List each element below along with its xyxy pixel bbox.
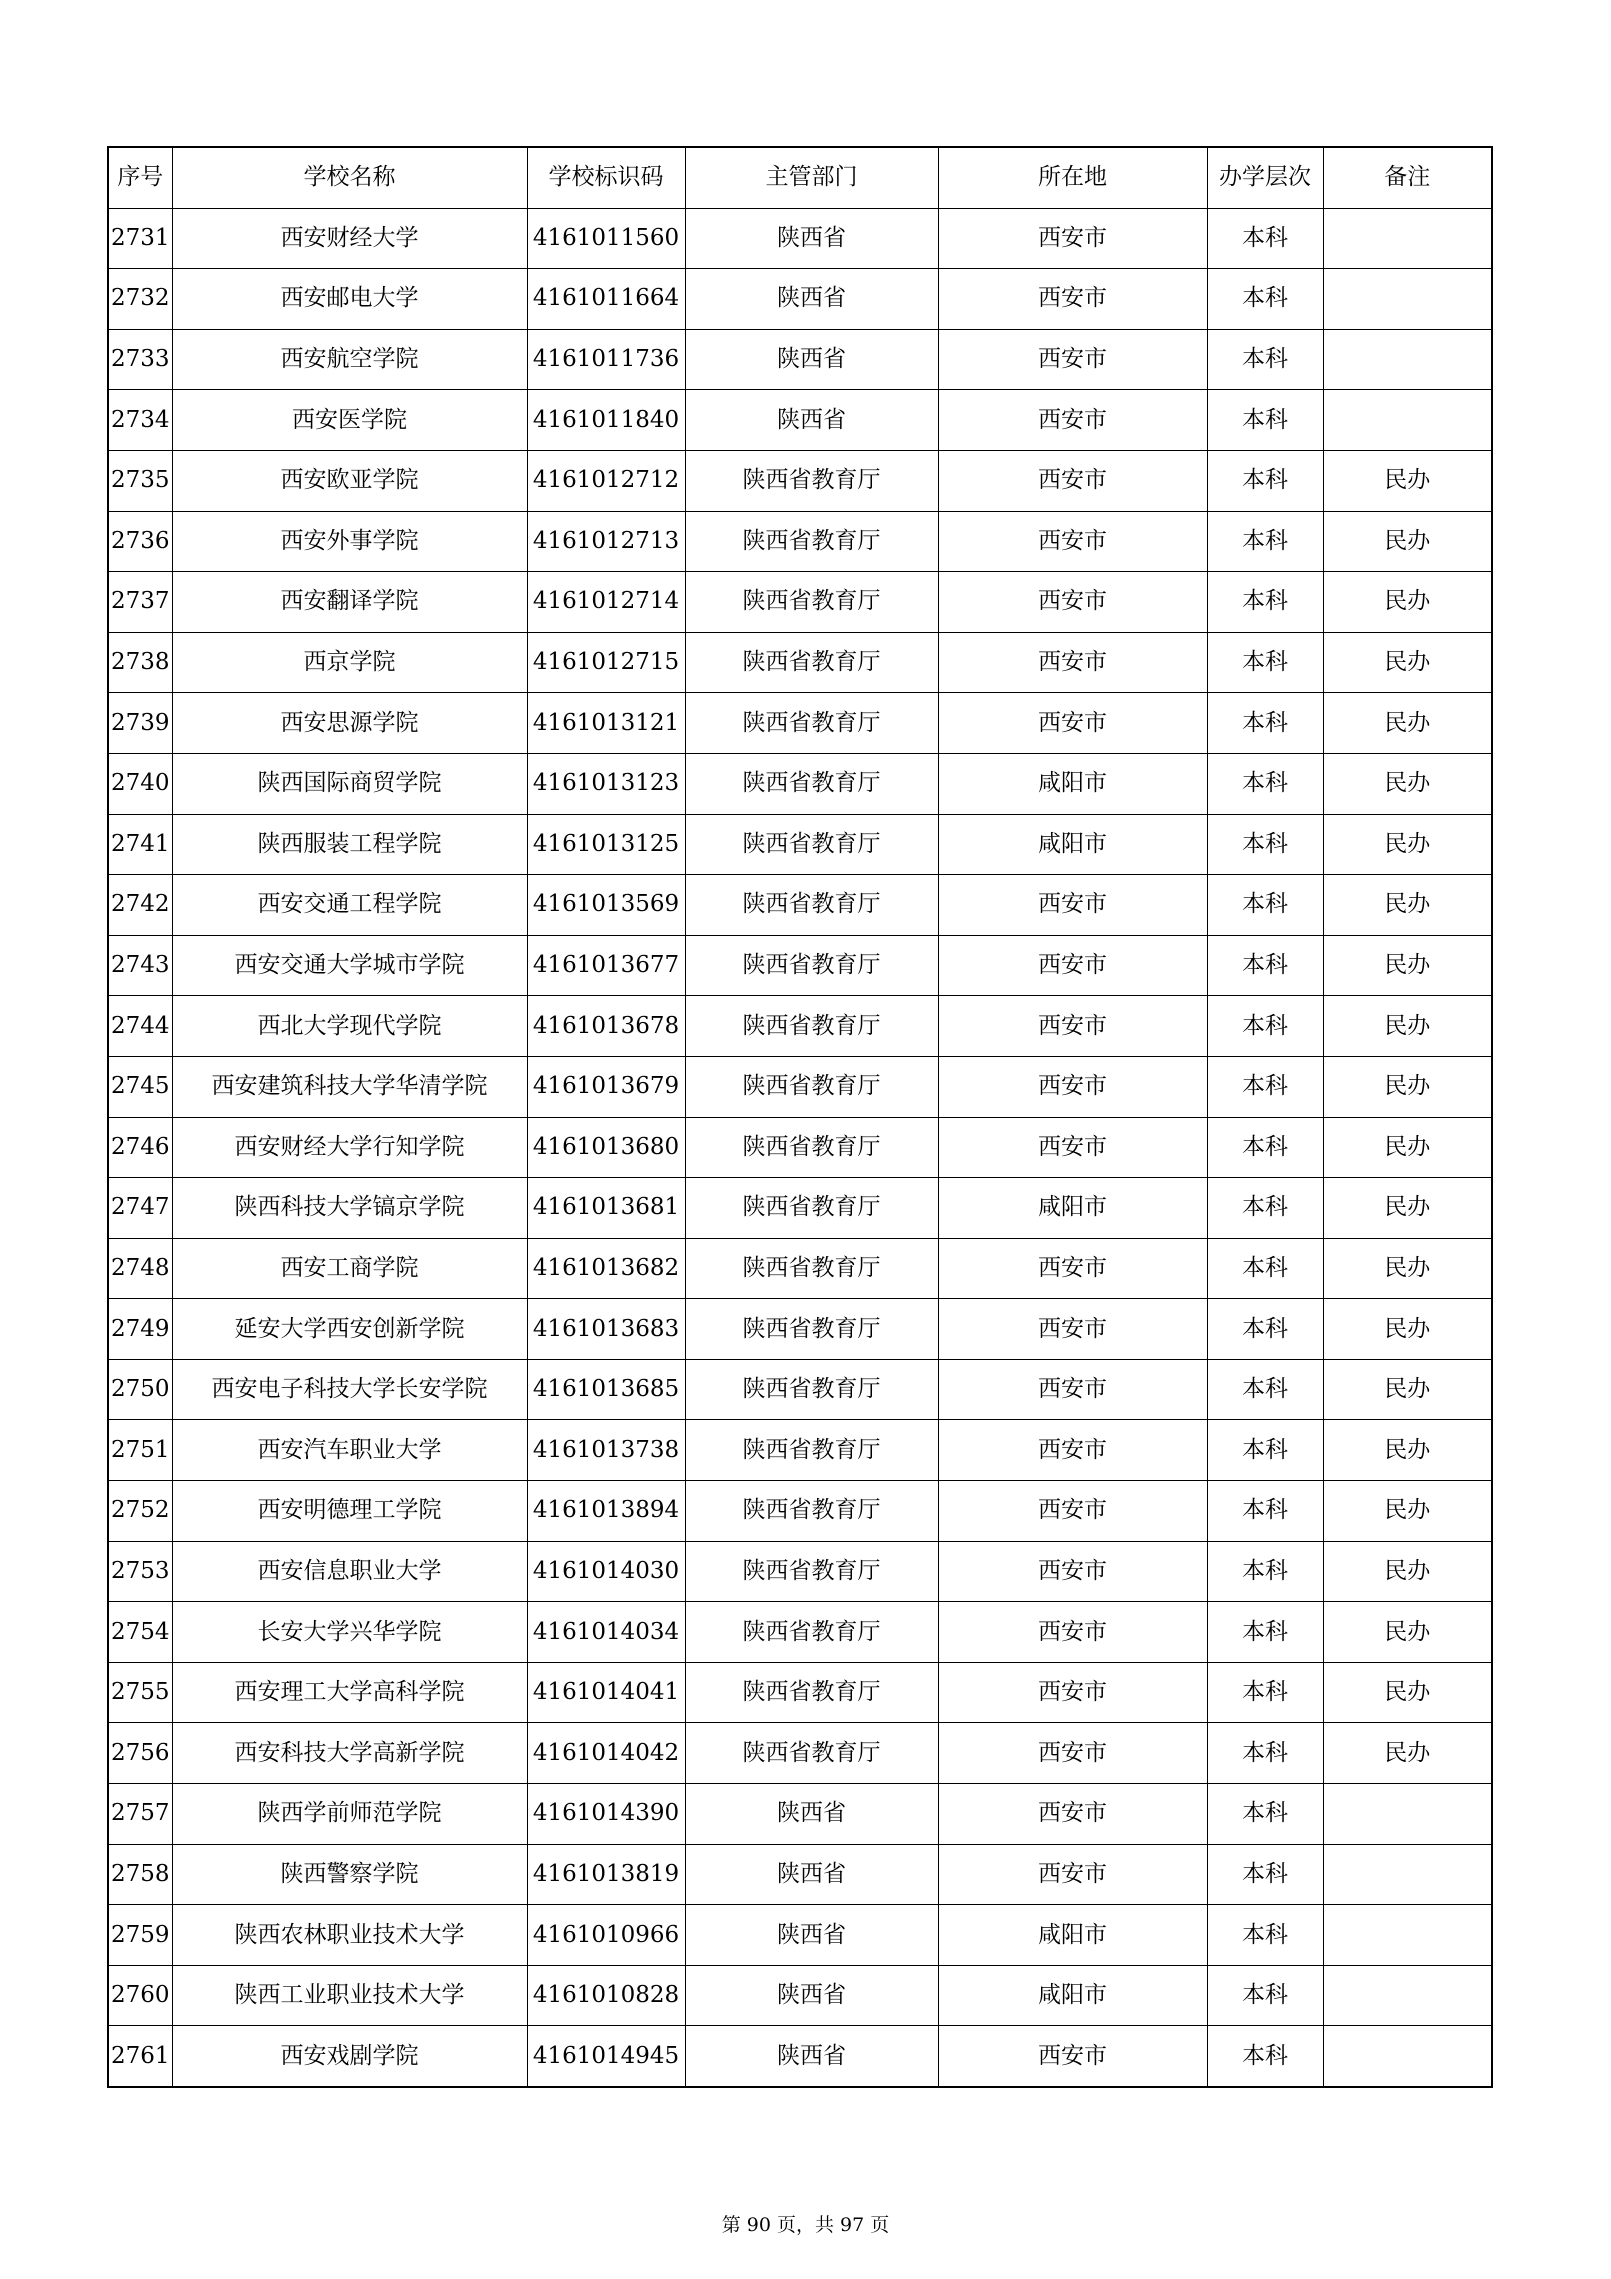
cell-school-code: 4161013738 bbox=[527, 1420, 685, 1481]
cell-seq: 2743 bbox=[108, 935, 172, 996]
cell-school-code: 4161014945 bbox=[527, 2026, 685, 2087]
cell-location: 西安市 bbox=[938, 1723, 1207, 1784]
table-row bbox=[108, 1420, 1492, 1481]
cell-level: 本科 bbox=[1207, 935, 1323, 996]
header-remarks: 备注 bbox=[1323, 147, 1492, 208]
cell-level: 本科 bbox=[1207, 632, 1323, 693]
cell-location: 西安市 bbox=[938, 875, 1207, 936]
cell-authority: 陕西省教育厅 bbox=[685, 753, 938, 814]
cell-level: 本科 bbox=[1207, 875, 1323, 936]
cell-authority: 陕西省教育厅 bbox=[685, 1178, 938, 1239]
cell-seq: 2759 bbox=[108, 1905, 172, 1966]
cell-school-code: 4161013569 bbox=[527, 875, 685, 936]
header-authority: 主管部门 bbox=[685, 147, 938, 208]
cell-authority: 陕西省教育厅 bbox=[685, 1238, 938, 1299]
cell-school-code: 4161011560 bbox=[527, 208, 685, 269]
cell-seq: 2760 bbox=[108, 1965, 172, 2026]
cell-seq: 2733 bbox=[108, 329, 172, 390]
cell-authority: 陕西省教育厅 bbox=[685, 1056, 938, 1117]
cell-seq: 2735 bbox=[108, 450, 172, 511]
cell-level: 本科 bbox=[1207, 693, 1323, 754]
table-row bbox=[108, 1481, 1492, 1542]
table-row bbox=[108, 2026, 1492, 2087]
table-row bbox=[108, 1965, 1492, 2026]
cell-seq: 2746 bbox=[108, 1117, 172, 1178]
cell-seq: 2739 bbox=[108, 693, 172, 754]
cell-seq: 2744 bbox=[108, 996, 172, 1057]
cell-remarks bbox=[1323, 1965, 1492, 2026]
cell-location: 咸阳市 bbox=[938, 1178, 1207, 1239]
cell-authority: 陕西省教育厅 bbox=[685, 572, 938, 633]
cell-level: 本科 bbox=[1207, 1420, 1323, 1481]
cell-school-name: 西安思源学院 bbox=[172, 693, 527, 754]
cell-level: 本科 bbox=[1207, 1178, 1323, 1239]
cell-location: 西安市 bbox=[938, 693, 1207, 754]
cell-school-code: 4161014041 bbox=[527, 1662, 685, 1723]
cell-location: 西安市 bbox=[938, 390, 1207, 451]
cell-authority: 陕西省 bbox=[685, 1844, 938, 1905]
table-row bbox=[108, 693, 1492, 754]
cell-authority: 陕西省教育厅 bbox=[685, 450, 938, 511]
cell-remarks: 民办 bbox=[1323, 1481, 1492, 1542]
cell-level: 本科 bbox=[1207, 1784, 1323, 1845]
cell-school-name: 西安交通大学城市学院 bbox=[172, 935, 527, 996]
cell-seq: 2753 bbox=[108, 1541, 172, 1602]
cell-remarks: 民办 bbox=[1323, 1238, 1492, 1299]
cell-location: 西安市 bbox=[938, 572, 1207, 633]
cell-seq: 2751 bbox=[108, 1420, 172, 1481]
cell-location: 西安市 bbox=[938, 1844, 1207, 1905]
cell-authority: 陕西省 bbox=[685, 1784, 938, 1845]
cell-level: 本科 bbox=[1207, 996, 1323, 1057]
cell-school-name: 西安财经大学 bbox=[172, 208, 527, 269]
table-row bbox=[108, 1178, 1492, 1239]
table-row bbox=[108, 1541, 1492, 1602]
cell-school-name: 西安汽车职业大学 bbox=[172, 1420, 527, 1481]
cell-remarks: 民办 bbox=[1323, 1299, 1492, 1360]
cell-remarks: 民办 bbox=[1323, 1723, 1492, 1784]
cell-level: 本科 bbox=[1207, 1602, 1323, 1663]
cell-school-code: 4161012715 bbox=[527, 632, 685, 693]
cell-seq: 2742 bbox=[108, 875, 172, 936]
cell-level: 本科 bbox=[1207, 572, 1323, 633]
cell-school-code: 4161012713 bbox=[527, 511, 685, 572]
cell-level: 本科 bbox=[1207, 1359, 1323, 1420]
cell-location: 西安市 bbox=[938, 1481, 1207, 1542]
cell-school-name: 陕西国际商贸学院 bbox=[172, 753, 527, 814]
cell-authority: 陕西省教育厅 bbox=[685, 1662, 938, 1723]
cell-school-code: 4161011736 bbox=[527, 329, 685, 390]
table-row bbox=[108, 572, 1492, 633]
cell-remarks: 民办 bbox=[1323, 935, 1492, 996]
cell-location: 西安市 bbox=[938, 1784, 1207, 1845]
cell-level: 本科 bbox=[1207, 269, 1323, 330]
cell-school-name: 西安理工大学高科学院 bbox=[172, 1662, 527, 1723]
cell-school-name: 西安明德理工学院 bbox=[172, 1481, 527, 1542]
cell-seq: 2749 bbox=[108, 1299, 172, 1360]
table-row bbox=[108, 450, 1492, 511]
cell-remarks bbox=[1323, 208, 1492, 269]
cell-location: 西安市 bbox=[938, 1359, 1207, 1420]
cell-remarks: 民办 bbox=[1323, 1602, 1492, 1663]
cell-seq: 2740 bbox=[108, 753, 172, 814]
table-row bbox=[108, 753, 1492, 814]
cell-school-code: 4161013819 bbox=[527, 1844, 685, 1905]
header-location: 所在地 bbox=[938, 147, 1207, 208]
cell-school-code: 4161014034 bbox=[527, 1602, 685, 1663]
cell-school-code: 4161014030 bbox=[527, 1541, 685, 1602]
cell-location: 西安市 bbox=[938, 935, 1207, 996]
cell-authority: 陕西省教育厅 bbox=[685, 1299, 938, 1360]
cell-level: 本科 bbox=[1207, 208, 1323, 269]
cell-authority: 陕西省教育厅 bbox=[685, 1602, 938, 1663]
cell-seq: 2747 bbox=[108, 1178, 172, 1239]
table-row bbox=[108, 996, 1492, 1057]
cell-level: 本科 bbox=[1207, 1905, 1323, 1966]
cell-remarks: 民办 bbox=[1323, 814, 1492, 875]
cell-authority: 陕西省教育厅 bbox=[685, 935, 938, 996]
cell-school-name: 陕西农林职业技术大学 bbox=[172, 1905, 527, 1966]
cell-location: 西安市 bbox=[938, 1541, 1207, 1602]
header-level: 办学层次 bbox=[1207, 147, 1323, 208]
cell-school-code: 4161013123 bbox=[527, 753, 685, 814]
cell-school-code: 4161011664 bbox=[527, 269, 685, 330]
cell-location: 咸阳市 bbox=[938, 1905, 1207, 1966]
table-row bbox=[108, 814, 1492, 875]
cell-school-name: 陕西服装工程学院 bbox=[172, 814, 527, 875]
cell-location: 西安市 bbox=[938, 1420, 1207, 1481]
cell-school-name: 陕西学前师范学院 bbox=[172, 1784, 527, 1845]
cell-school-code: 4161013681 bbox=[527, 1178, 685, 1239]
cell-remarks: 民办 bbox=[1323, 511, 1492, 572]
cell-level: 本科 bbox=[1207, 1844, 1323, 1905]
cell-school-name: 西安翻译学院 bbox=[172, 572, 527, 633]
cell-authority: 陕西省 bbox=[685, 208, 938, 269]
table-row bbox=[108, 1662, 1492, 1723]
cell-seq: 2752 bbox=[108, 1481, 172, 1542]
cell-location: 西安市 bbox=[938, 1056, 1207, 1117]
cell-location: 西安市 bbox=[938, 208, 1207, 269]
cell-school-code: 4161014390 bbox=[527, 1784, 685, 1845]
cell-school-name: 西安财经大学行知学院 bbox=[172, 1117, 527, 1178]
cell-school-code: 4161013677 bbox=[527, 935, 685, 996]
cell-authority: 陕西省教育厅 bbox=[685, 1359, 938, 1420]
cell-seq: 2750 bbox=[108, 1359, 172, 1420]
table-row bbox=[108, 1784, 1492, 1845]
cell-school-code: 4161011840 bbox=[527, 390, 685, 451]
table-row bbox=[108, 390, 1492, 451]
school-list-table bbox=[107, 146, 1493, 2088]
cell-school-code: 4161013679 bbox=[527, 1056, 685, 1117]
table-row bbox=[108, 1844, 1492, 1905]
cell-seq: 2738 bbox=[108, 632, 172, 693]
table-row bbox=[108, 935, 1492, 996]
cell-school-code: 4161012714 bbox=[527, 572, 685, 633]
cell-level: 本科 bbox=[1207, 1056, 1323, 1117]
cell-remarks: 民办 bbox=[1323, 632, 1492, 693]
cell-remarks: 民办 bbox=[1323, 1420, 1492, 1481]
cell-school-name: 延安大学西安创新学院 bbox=[172, 1299, 527, 1360]
cell-school-name: 西安戏剧学院 bbox=[172, 2026, 527, 2087]
cell-level: 本科 bbox=[1207, 329, 1323, 390]
cell-location: 西安市 bbox=[938, 329, 1207, 390]
cell-authority: 陕西省教育厅 bbox=[685, 511, 938, 572]
cell-remarks: 民办 bbox=[1323, 1056, 1492, 1117]
cell-level: 本科 bbox=[1207, 390, 1323, 451]
cell-school-code: 4161013682 bbox=[527, 1238, 685, 1299]
cell-school-name: 西安科技大学高新学院 bbox=[172, 1723, 527, 1784]
cell-location: 西安市 bbox=[938, 269, 1207, 330]
cell-authority: 陕西省教育厅 bbox=[685, 1723, 938, 1784]
cell-authority: 陕西省 bbox=[685, 329, 938, 390]
cell-school-name: 长安大学兴华学院 bbox=[172, 1602, 527, 1663]
cell-level: 本科 bbox=[1207, 511, 1323, 572]
cell-seq: 2737 bbox=[108, 572, 172, 633]
header-school-code: 学校标识码 bbox=[527, 147, 685, 208]
cell-school-name: 西京学院 bbox=[172, 632, 527, 693]
cell-location: 咸阳市 bbox=[938, 753, 1207, 814]
table-row bbox=[108, 269, 1492, 330]
cell-level: 本科 bbox=[1207, 1965, 1323, 2026]
cell-location: 西安市 bbox=[938, 996, 1207, 1057]
cell-level: 本科 bbox=[1207, 1662, 1323, 1723]
cell-school-name: 西安欧亚学院 bbox=[172, 450, 527, 511]
cell-authority: 陕西省 bbox=[685, 390, 938, 451]
cell-school-code: 4161013894 bbox=[527, 1481, 685, 1542]
cell-remarks bbox=[1323, 329, 1492, 390]
cell-authority: 陕西省教育厅 bbox=[685, 1420, 938, 1481]
cell-school-code: 4161012712 bbox=[527, 450, 685, 511]
table-row bbox=[108, 1299, 1492, 1360]
cell-location: 西安市 bbox=[938, 511, 1207, 572]
cell-seq: 2756 bbox=[108, 1723, 172, 1784]
table-row bbox=[108, 1602, 1492, 1663]
table-row bbox=[108, 511, 1492, 572]
table-row bbox=[108, 1056, 1492, 1117]
cell-seq: 2758 bbox=[108, 1844, 172, 1905]
cell-remarks bbox=[1323, 1844, 1492, 1905]
cell-authority: 陕西省教育厅 bbox=[685, 996, 938, 1057]
cell-school-code: 4161013683 bbox=[527, 1299, 685, 1360]
cell-remarks: 民办 bbox=[1323, 1662, 1492, 1723]
cell-level: 本科 bbox=[1207, 1541, 1323, 1602]
cell-authority: 陕西省教育厅 bbox=[685, 693, 938, 754]
page-footer: 第 90 页，共 97 页 bbox=[721, 2214, 890, 2236]
cell-school-name: 西安航空学院 bbox=[172, 329, 527, 390]
cell-school-code: 4161010828 bbox=[527, 1965, 685, 2026]
cell-location: 西安市 bbox=[938, 1238, 1207, 1299]
table-row bbox=[108, 208, 1492, 269]
cell-remarks bbox=[1323, 390, 1492, 451]
cell-remarks bbox=[1323, 1905, 1492, 1966]
cell-school-name: 陕西科技大学镐京学院 bbox=[172, 1178, 527, 1239]
cell-remarks: 民办 bbox=[1323, 996, 1492, 1057]
cell-authority: 陕西省教育厅 bbox=[685, 632, 938, 693]
cell-school-code: 4161013680 bbox=[527, 1117, 685, 1178]
cell-school-name: 西安信息职业大学 bbox=[172, 1541, 527, 1602]
cell-school-code: 4161014042 bbox=[527, 1723, 685, 1784]
table-row bbox=[108, 1723, 1492, 1784]
cell-authority: 陕西省 bbox=[685, 1905, 938, 1966]
cell-school-code: 4161013685 bbox=[527, 1359, 685, 1420]
cell-seq: 2741 bbox=[108, 814, 172, 875]
cell-school-name: 陕西警察学院 bbox=[172, 1844, 527, 1905]
cell-remarks bbox=[1323, 269, 1492, 330]
table-row bbox=[108, 875, 1492, 936]
cell-school-name: 西安电子科技大学长安学院 bbox=[172, 1359, 527, 1420]
cell-location: 西安市 bbox=[938, 1299, 1207, 1360]
cell-remarks: 民办 bbox=[1323, 1117, 1492, 1178]
cell-location: 咸阳市 bbox=[938, 814, 1207, 875]
table-row bbox=[108, 1905, 1492, 1966]
cell-authority: 陕西省教育厅 bbox=[685, 1117, 938, 1178]
cell-seq: 2754 bbox=[108, 1602, 172, 1663]
cell-location: 咸阳市 bbox=[938, 1965, 1207, 2026]
cell-remarks: 民办 bbox=[1323, 753, 1492, 814]
cell-authority: 陕西省教育厅 bbox=[685, 814, 938, 875]
cell-school-code: 4161013121 bbox=[527, 693, 685, 754]
table-row bbox=[108, 329, 1492, 390]
cell-authority: 陕西省 bbox=[685, 269, 938, 330]
table-row bbox=[108, 1238, 1492, 1299]
cell-seq: 2757 bbox=[108, 1784, 172, 1845]
cell-remarks bbox=[1323, 1784, 1492, 1845]
cell-seq: 2732 bbox=[108, 269, 172, 330]
cell-location: 西安市 bbox=[938, 450, 1207, 511]
cell-authority: 陕西省教育厅 bbox=[685, 1481, 938, 1542]
cell-level: 本科 bbox=[1207, 1723, 1323, 1784]
cell-remarks: 民办 bbox=[1323, 1178, 1492, 1239]
cell-school-code: 4161013125 bbox=[527, 814, 685, 875]
cell-authority: 陕西省 bbox=[685, 2026, 938, 2087]
cell-school-code: 4161013678 bbox=[527, 996, 685, 1057]
cell-school-name: 西安外事学院 bbox=[172, 511, 527, 572]
cell-seq: 2748 bbox=[108, 1238, 172, 1299]
cell-school-name: 西安交通工程学院 bbox=[172, 875, 527, 936]
cell-location: 西安市 bbox=[938, 1662, 1207, 1723]
table-row bbox=[108, 1117, 1492, 1178]
cell-school-name: 西安建筑科技大学华清学院 bbox=[172, 1056, 527, 1117]
cell-school-name: 西安工商学院 bbox=[172, 1238, 527, 1299]
cell-school-name: 陕西工业职业技术大学 bbox=[172, 1965, 527, 2026]
cell-location: 西安市 bbox=[938, 632, 1207, 693]
cell-seq: 2736 bbox=[108, 511, 172, 572]
table-row bbox=[108, 632, 1492, 693]
cell-school-name: 西北大学现代学院 bbox=[172, 996, 527, 1057]
cell-remarks: 民办 bbox=[1323, 450, 1492, 511]
cell-remarks: 民办 bbox=[1323, 693, 1492, 754]
header-school-name: 学校名称 bbox=[172, 147, 527, 208]
cell-remarks: 民办 bbox=[1323, 875, 1492, 936]
cell-level: 本科 bbox=[1207, 2026, 1323, 2087]
cell-remarks bbox=[1323, 2026, 1492, 2087]
cell-seq: 2755 bbox=[108, 1662, 172, 1723]
cell-school-code: 4161010966 bbox=[527, 1905, 685, 1966]
cell-level: 本科 bbox=[1207, 1299, 1323, 1360]
cell-school-name: 西安邮电大学 bbox=[172, 269, 527, 330]
cell-level: 本科 bbox=[1207, 753, 1323, 814]
cell-level: 本科 bbox=[1207, 1238, 1323, 1299]
cell-level: 本科 bbox=[1207, 1117, 1323, 1178]
cell-seq: 2731 bbox=[108, 208, 172, 269]
table-row bbox=[108, 1359, 1492, 1420]
cell-authority: 陕西省教育厅 bbox=[685, 1541, 938, 1602]
cell-authority: 陕西省教育厅 bbox=[685, 875, 938, 936]
cell-seq: 2745 bbox=[108, 1056, 172, 1117]
cell-level: 本科 bbox=[1207, 1481, 1323, 1542]
cell-location: 西安市 bbox=[938, 2026, 1207, 2087]
cell-authority: 陕西省 bbox=[685, 1965, 938, 2026]
cell-remarks: 民办 bbox=[1323, 1359, 1492, 1420]
table-body bbox=[108, 208, 1492, 2087]
cell-school-name: 西安医学院 bbox=[172, 390, 527, 451]
cell-remarks: 民办 bbox=[1323, 572, 1492, 633]
cell-location: 西安市 bbox=[938, 1602, 1207, 1663]
cell-remarks: 民办 bbox=[1323, 1541, 1492, 1602]
cell-level: 本科 bbox=[1207, 814, 1323, 875]
cell-level: 本科 bbox=[1207, 450, 1323, 511]
cell-seq: 2734 bbox=[108, 390, 172, 451]
header-seq: 序号 bbox=[108, 147, 172, 208]
table-header-row bbox=[108, 147, 1492, 208]
cell-seq: 2761 bbox=[108, 2026, 172, 2087]
cell-location: 西安市 bbox=[938, 1117, 1207, 1178]
